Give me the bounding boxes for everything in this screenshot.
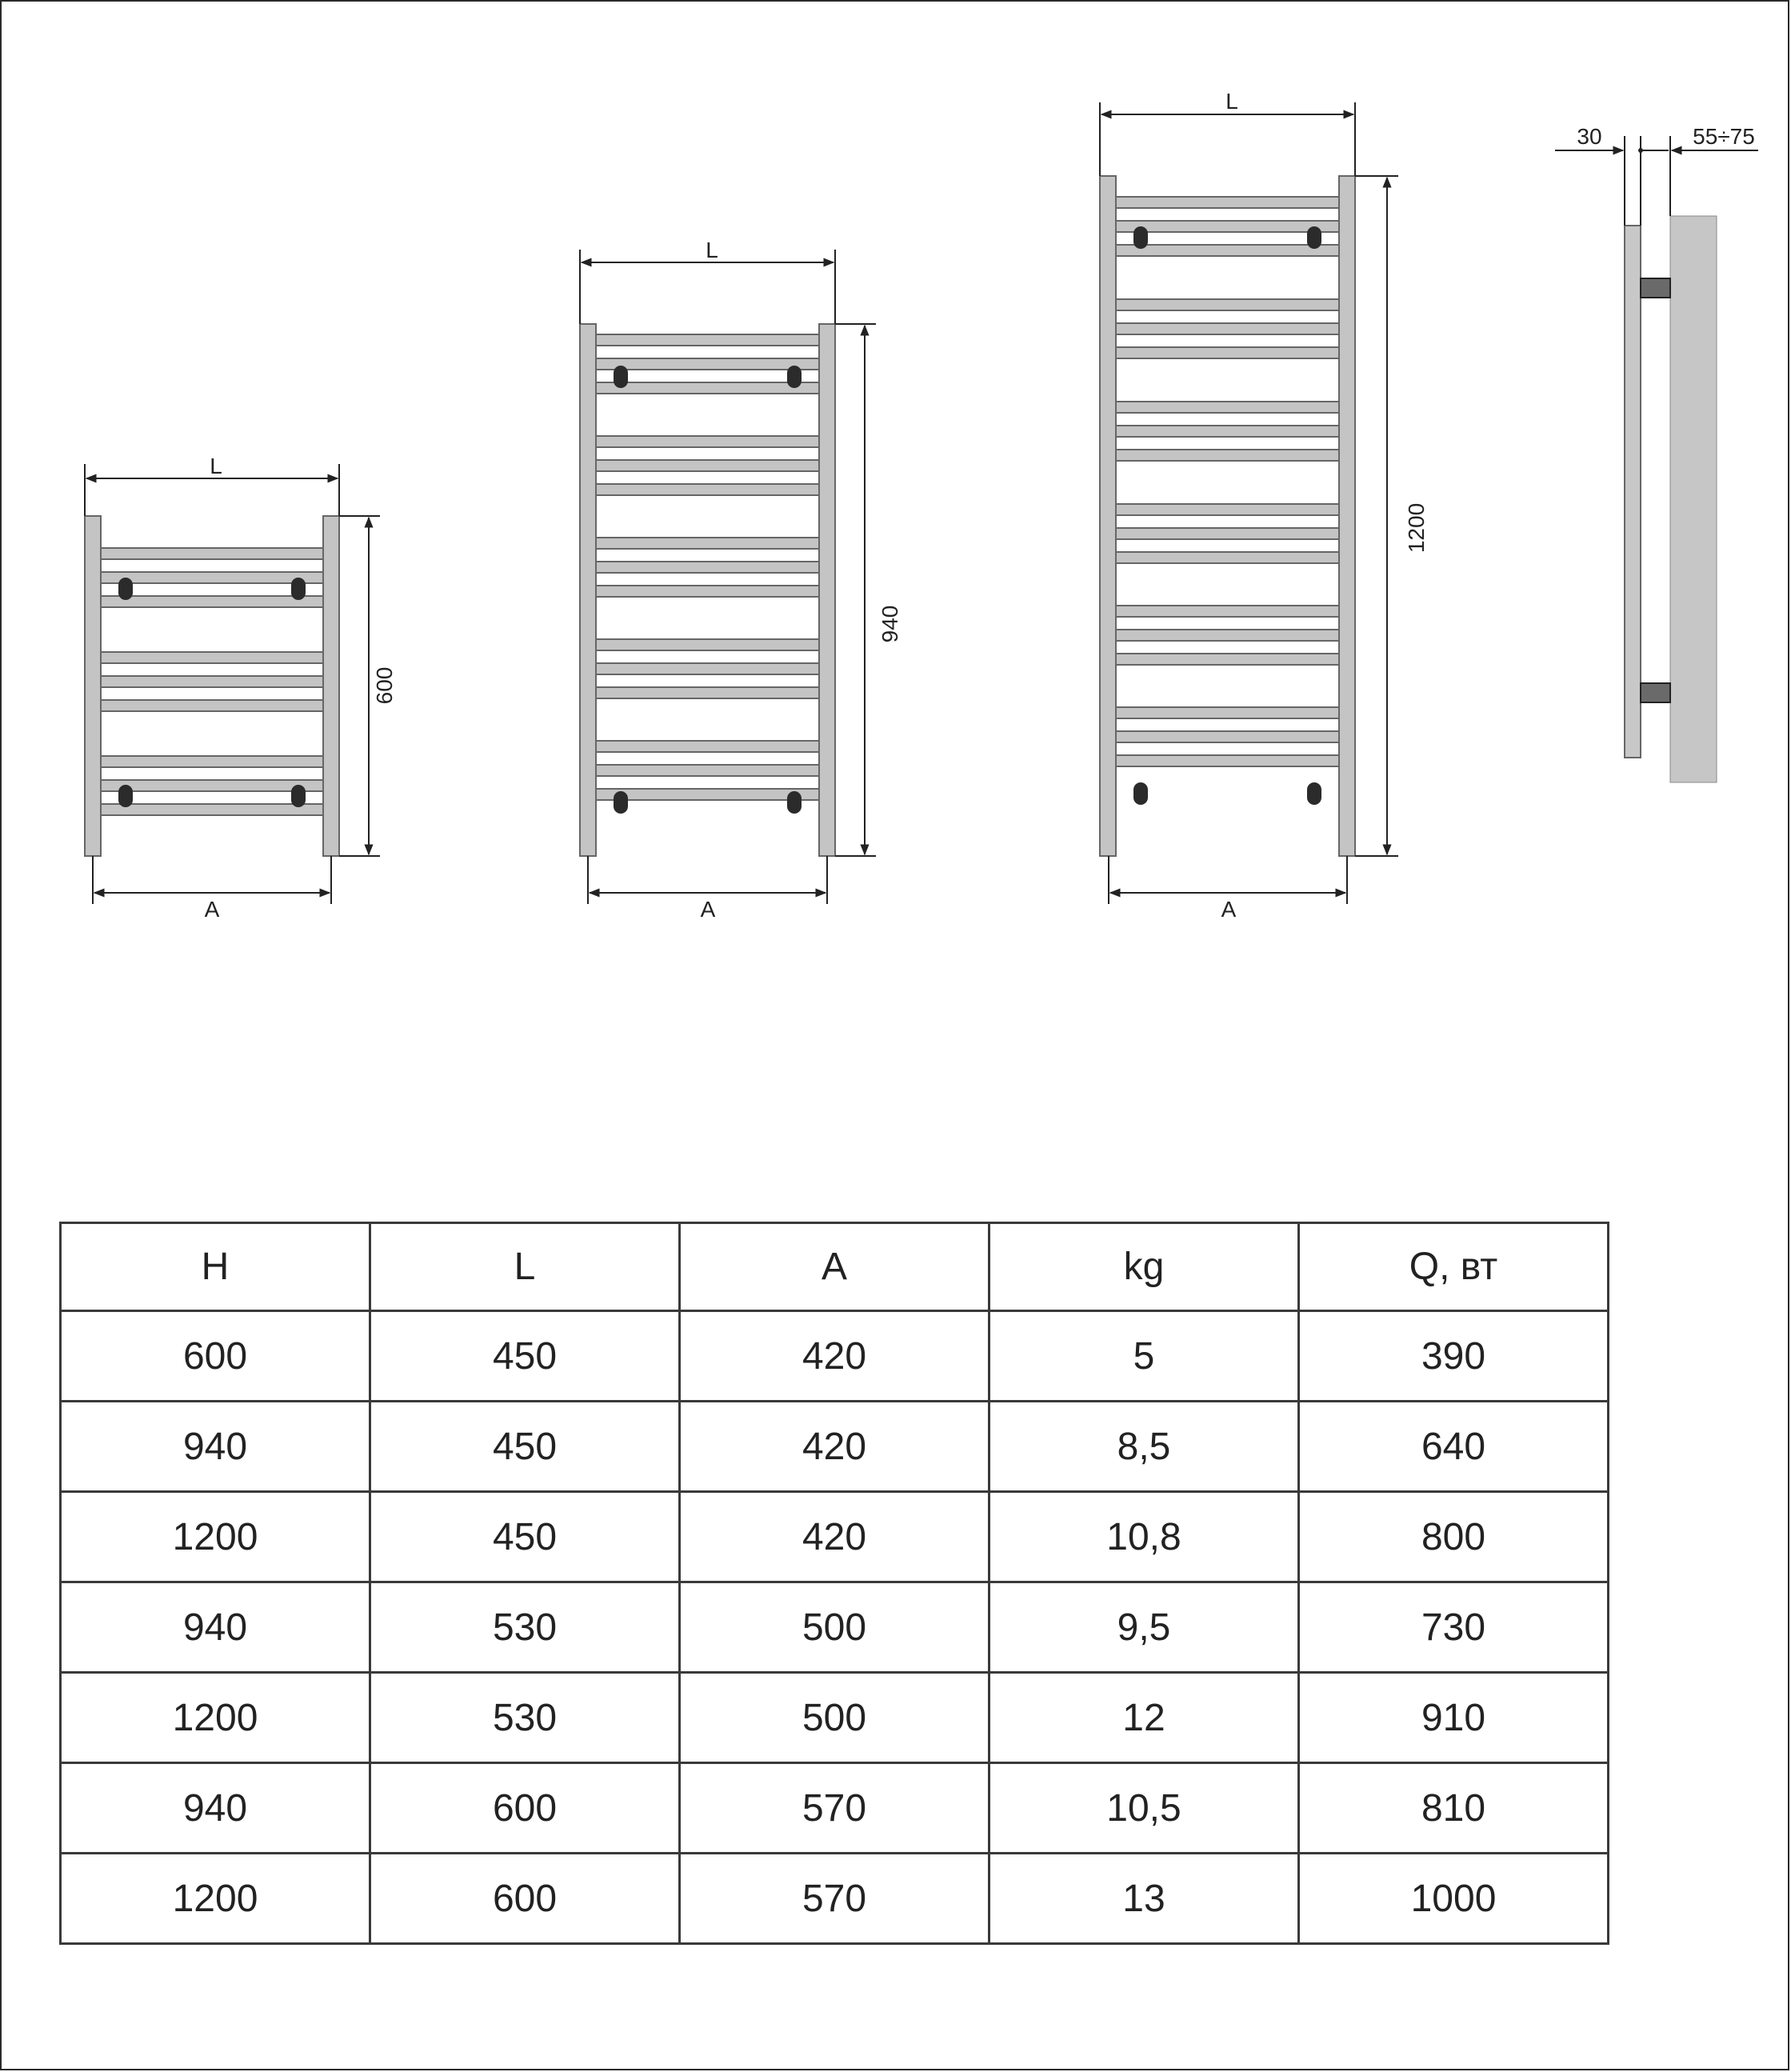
rail-bar	[101, 596, 323, 607]
rail-bar	[1116, 528, 1339, 539]
cell-q: 730	[1299, 1582, 1609, 1673]
cell-h: 1200	[61, 1492, 370, 1582]
rail-bar	[101, 548, 323, 559]
rail-bar	[1116, 221, 1339, 232]
connector	[1307, 226, 1321, 249]
header-h: H	[61, 1223, 370, 1311]
table-row	[61, 1402, 1609, 1492]
rail-bar	[101, 804, 323, 815]
rail-bar	[596, 484, 819, 495]
rail-bar	[596, 741, 819, 752]
cell-kg: 10,8	[989, 1492, 1299, 1582]
header-a: A	[680, 1223, 989, 1311]
towel-rail-1200	[1100, 176, 1355, 856]
cell-l: 530	[370, 1582, 680, 1673]
rail-bar	[596, 460, 819, 471]
cell-l: 450	[370, 1492, 680, 1582]
cell-kg: 9,5	[989, 1582, 1299, 1673]
rail-bar	[596, 639, 819, 650]
rail-bar	[1116, 755, 1339, 766]
right-column	[1339, 176, 1355, 856]
rail-bar	[596, 586, 819, 597]
cell-h: 940	[61, 1402, 370, 1492]
table-row	[61, 1582, 1609, 1673]
table-header-row	[61, 1223, 1609, 1311]
width-label-1200: L	[1225, 89, 1238, 114]
cell-a: 420	[680, 1492, 989, 1582]
width-label-940: L	[706, 238, 718, 262]
width-label-600: L	[210, 454, 222, 478]
rail-bar	[1116, 630, 1339, 641]
technical-drawing	[0, 0, 1791, 960]
rail-bar	[1116, 606, 1339, 617]
table-row	[61, 1673, 1609, 1763]
cell-h: 940	[61, 1582, 370, 1673]
rail-bar	[101, 700, 323, 711]
cell-h: 1200	[61, 1854, 370, 1944]
rail-bar	[1116, 347, 1339, 358]
left-column	[85, 516, 101, 856]
rail-bar	[596, 358, 819, 370]
cell-q: 910	[1299, 1673, 1609, 1763]
bracket-bottom	[1641, 683, 1670, 702]
rail-bar	[1116, 299, 1339, 310]
cell-l: 450	[370, 1311, 680, 1402]
connector	[118, 578, 133, 600]
axis-label-940: A	[700, 897, 716, 922]
left-column	[1100, 176, 1116, 856]
height-label-940: 940	[878, 605, 902, 643]
connector	[1307, 782, 1321, 805]
cell-a: 570	[680, 1854, 989, 1944]
rail-bar	[101, 780, 323, 791]
connector	[291, 785, 306, 807]
rail-bar	[1116, 426, 1339, 437]
side-view	[1555, 124, 1758, 782]
cell-kg: 8,5	[989, 1402, 1299, 1492]
cell-a: 570	[680, 1763, 989, 1854]
side-label-left: 30	[1577, 124, 1602, 149]
axis-label-1200: A	[1221, 897, 1237, 922]
table-row	[61, 1763, 1609, 1854]
rail-bar	[1116, 504, 1339, 515]
header-l: L	[370, 1223, 680, 1311]
bracket-top	[1641, 278, 1670, 298]
connector	[787, 791, 802, 814]
cell-kg: 10,5	[989, 1763, 1299, 1854]
cell-q: 390	[1299, 1311, 1609, 1402]
rail-bar	[596, 765, 819, 776]
cell-h: 600	[61, 1311, 370, 1402]
cell-q: 800	[1299, 1492, 1609, 1582]
rail-bar	[101, 652, 323, 663]
height-label-600: 600	[372, 666, 397, 705]
cell-l: 600	[370, 1763, 680, 1854]
rail-bar	[1116, 323, 1339, 334]
towel-rail-940	[580, 324, 835, 856]
header-q: Q, вт	[1299, 1223, 1609, 1311]
connector	[614, 366, 628, 388]
table-row	[61, 1854, 1609, 1944]
rail-bar	[1116, 552, 1339, 563]
table-row	[61, 1311, 1609, 1402]
connector	[1133, 226, 1148, 249]
cell-a: 500	[680, 1673, 989, 1763]
cell-l: 530	[370, 1673, 680, 1763]
rail-bar	[101, 572, 323, 583]
rail-bar	[596, 562, 819, 573]
side-rail	[1625, 226, 1641, 758]
rail-bar	[1116, 707, 1339, 718]
cell-a: 420	[680, 1402, 989, 1492]
cell-kg: 12	[989, 1673, 1299, 1763]
connector	[118, 785, 133, 807]
rail-bar	[596, 334, 819, 346]
side-label-right: 55÷75	[1693, 124, 1755, 149]
rail-bar	[596, 789, 819, 800]
cell-q: 1000	[1299, 1854, 1609, 1944]
rail-bar	[1116, 731, 1339, 742]
right-column	[819, 324, 835, 856]
rail-bar	[1116, 197, 1339, 208]
cell-kg: 5	[989, 1311, 1299, 1402]
cell-a: 500	[680, 1582, 989, 1673]
cell-h: 940	[61, 1763, 370, 1854]
connector	[291, 578, 306, 600]
towel-rail-600	[85, 516, 339, 856]
rail-bar	[596, 538, 819, 549]
cell-l: 600	[370, 1854, 680, 1944]
cell-l: 450	[370, 1402, 680, 1492]
rail-bar	[596, 663, 819, 674]
cell-q: 810	[1299, 1763, 1609, 1854]
rail-bar	[1116, 245, 1339, 256]
connector	[614, 791, 628, 814]
cell-h: 1200	[61, 1673, 370, 1763]
axis-label-600: A	[204, 897, 220, 922]
cell-kg: 13	[989, 1854, 1299, 1944]
rail-bar	[596, 436, 819, 447]
rail-bar	[1116, 450, 1339, 461]
height-label-1200: 1200	[1404, 502, 1429, 554]
rail-bar	[596, 382, 819, 394]
rail-bar	[596, 687, 819, 698]
cell-q: 640	[1299, 1402, 1609, 1492]
rail-bar	[1116, 402, 1339, 413]
rail-bar	[1116, 654, 1339, 665]
connector	[787, 366, 802, 388]
rail-bar	[101, 676, 323, 687]
cell-a: 420	[680, 1311, 989, 1402]
spec-table	[59, 1222, 1609, 1945]
connector	[1133, 782, 1148, 805]
rail-bar	[101, 756, 323, 767]
header-kg: kg	[989, 1223, 1299, 1311]
table-row	[61, 1492, 1609, 1582]
left-column	[580, 324, 596, 856]
right-column	[323, 516, 339, 856]
wall	[1670, 216, 1717, 782]
